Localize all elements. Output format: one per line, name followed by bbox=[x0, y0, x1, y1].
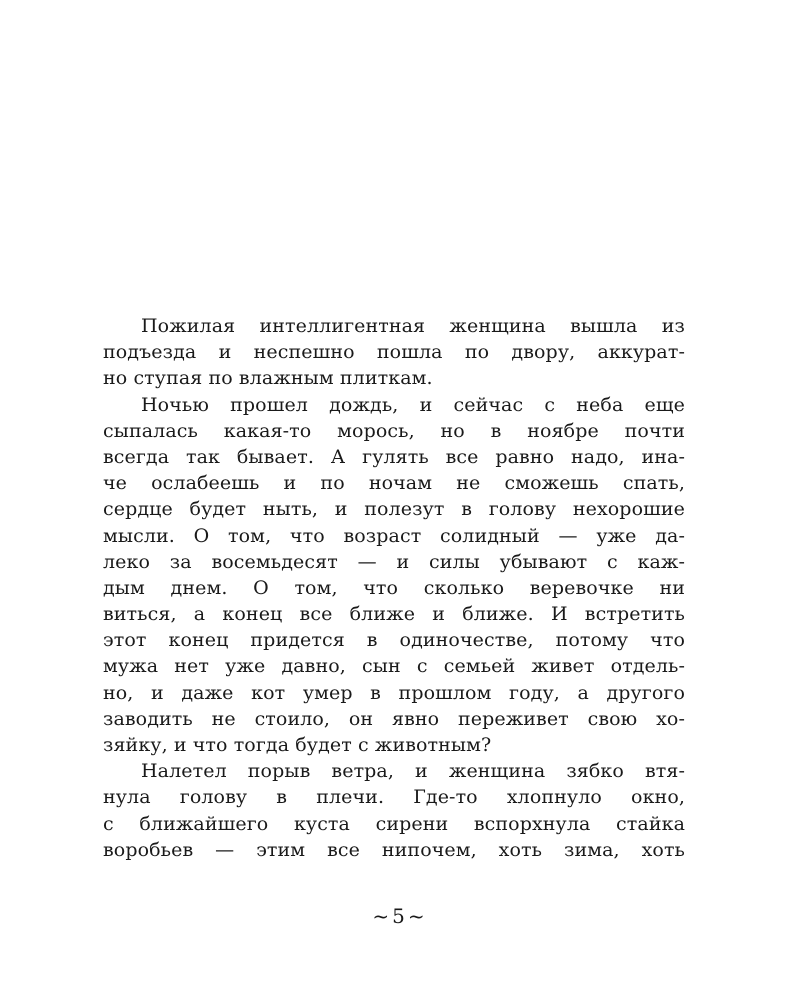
text-line: сыпалась какая-то морось, но в ноябре почти bbox=[103, 419, 685, 442]
text-line: виться, а конец все ближе и ближе. И встретить bbox=[103, 603, 685, 626]
text-line: но ступая по влажным плиткам. bbox=[103, 367, 433, 390]
text-line: с ближайшего куста сирени вспорхнула стайка bbox=[103, 812, 685, 835]
paragraph-1 bbox=[103, 313, 685, 392]
body-text bbox=[103, 313, 685, 863]
text-line: этот конец придется в одиночестве, потому что bbox=[103, 629, 685, 652]
text-line: подъезда и неспешно пошла по двору, аккурат- bbox=[103, 341, 685, 364]
page-number: ~5~ bbox=[372, 904, 428, 928]
text-line: всегда так бывает. А гулять все равно надо, ина- bbox=[103, 445, 685, 468]
text-line: леко за восемьдесят — и силы убывают с каж- bbox=[103, 550, 685, 573]
text-line: Пожилая интеллигентная женщина вышла из bbox=[141, 315, 685, 337]
text-line: но, и даже кот умер в прошлом году, а другого bbox=[103, 681, 685, 704]
paragraph-3 bbox=[103, 758, 685, 863]
text-line: дым днем. О том, что сколько веревочке ни bbox=[103, 576, 685, 599]
text-line: нула голову в плечи. Где-то хлопнуло окно, bbox=[103, 786, 685, 809]
paragraph-2 bbox=[103, 392, 685, 759]
text-line: сердце будет ныть, и полезут в голову нехорошие bbox=[103, 498, 685, 521]
text-line: мысли. О том, что возраст солидный — уже да- bbox=[103, 524, 685, 547]
text-line: мужа нет уже давно, сын с семьей живет отдель- bbox=[103, 655, 685, 678]
text-line: воробьев — этим все нипочем, хоть зима, хоть bbox=[103, 838, 685, 861]
text-line: Налетел порыв ветра, и женщина зябко втя- bbox=[141, 760, 685, 783]
text-line: зяйку, и что тогда будет с животным? bbox=[103, 734, 492, 756]
text-line: че ослабеешь и по ночам не сможешь спать, bbox=[103, 472, 685, 495]
text-line: Ночью прошел дождь, и сейчас с неба еще bbox=[141, 393, 685, 416]
text-line: заводить не стоило, он явно переживет свою хо- bbox=[103, 707, 685, 730]
